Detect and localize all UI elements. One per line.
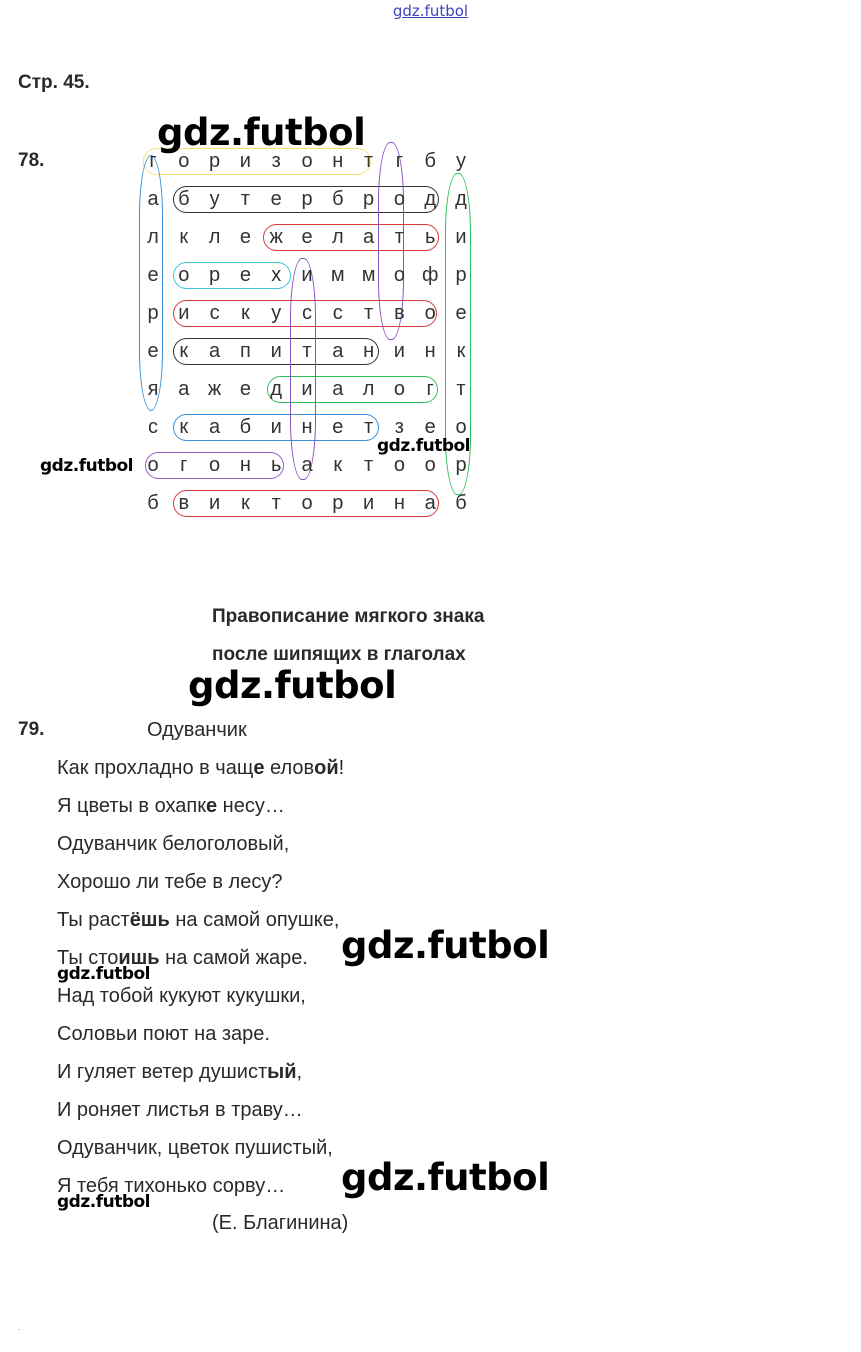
grid-letter-r6-c7: л [362,378,375,400]
poem-line [57,833,289,856]
grid-letter-r0-c3: и [239,150,251,172]
grid-letter-r6-c2: ж [207,378,222,400]
grid-letter-r2-c5: е [301,226,313,248]
poem-line-part: Над тобой кукуют кукушки, [57,985,306,1007]
grid-letter-r0-c6: н [332,150,344,172]
grid-letter-r3-c2: р [209,264,221,286]
grid-letter-r0-c2: р [209,150,221,172]
poem-line-part: Одуванчик, цветок пушистый, [57,1137,333,1159]
grid-letter-r8-c7: т [364,454,374,476]
grid-letter-r3-c4: х [271,264,282,286]
grid-letter-r8-c2: о [209,454,221,476]
grid-letter-r3-c3: е [239,264,251,286]
grid-letter-r9-c10: б [455,492,467,514]
grid-letter-r4-c2: с [209,302,220,324]
poem-line-bold-part: е [253,757,265,779]
grid-letter-r7-c8: з [394,416,404,438]
grid-letter-r5-c3: п [239,340,251,362]
grid-letter-r7-c3: б [239,416,252,438]
grid-letter-r5-c6: а [332,340,344,362]
grid-letter-r8-c3: н [239,454,251,476]
grid-letter-r0-c10: у [456,150,466,172]
grid-letter-r2-c8: т [394,226,404,248]
grid-letter-r7-c5: н [301,416,313,438]
grid-letter-r1-c9: д [424,188,437,210]
grid-letter-r5-c7: н [363,340,375,362]
watermark-5: gdz.futbol [341,924,550,967]
grid-letter-r1-c7: р [363,188,375,210]
poem-line-part: Я цветы в охапк [57,795,206,817]
grid-letter-r6-c3: е [239,378,251,400]
word-oval-vertical-sinka [290,258,316,480]
poem-line-part: И роняет листья в траву… [57,1099,303,1121]
grid-letter-r4-c9: о [424,302,436,324]
poem-line-part: на самой опушке, [169,909,340,931]
poem-line [57,795,285,818]
poem-line-part: Хорошо ли тебе в лесу? [57,871,283,893]
poem-line-part: Ты сто [57,947,119,969]
poem-line-part: Я тебя тихонько сорву… [57,1175,286,1197]
grid-letter-r4-c10: е [455,302,467,324]
grid-letter-r9-c3: к [241,492,250,514]
grid-letter-r6-c6: а [332,378,344,400]
grid-letter-r2-c1: к [179,226,189,248]
grid-letter-r7-c2: а [209,416,221,438]
poem-line-bold-part: е [205,795,218,817]
grid-letter-r4-c1: и [178,302,190,324]
grid-letter-r9-c7: и [363,492,375,514]
poem-line-bold-part: ый [267,1061,297,1083]
grid-letter-r2-c6: л [331,226,344,248]
grid-letter-r1-c6: б [332,188,344,210]
grid-letter-r5-c5: т [302,340,312,362]
grid-letter-r3-c10: р [455,264,467,286]
grid-letter-r4-c0: р [147,302,159,324]
grid-letter-r8-c5: а [301,454,313,476]
grid-letter-r6-c8: о [393,378,405,400]
grid-letter-r6-c10: т [456,378,466,400]
grid-letter-r3-c0: е [147,264,159,286]
grid-letter-r3-c9: ф [421,264,439,286]
grid-letter-r4-c5: с [302,302,312,324]
grid-letter-r4-c4: у [271,302,282,324]
section-heading-line-1: Правописание мягкого знака [212,606,485,627]
poem-author: (Е. Благинина) [212,1212,349,1234]
poem-line-part: ! [338,757,345,779]
grid-letter-r9-c6: р [332,492,344,514]
poem-line [57,1023,270,1046]
poem-line [57,909,339,932]
grid-letter-r5-c10: к [456,340,466,362]
grid-letter-r7-c7: т [364,416,374,438]
poem-line-part: несу… [217,795,285,817]
grid-letter-r8-c0: о [147,454,159,476]
grid-letter-r3-c6: м [330,264,345,286]
grid-letter-r8-c1: г [180,454,188,476]
grid-letter-r1-c3: т [240,188,250,210]
grid-letter-r6-c1: а [178,378,190,400]
grid-letter-r4-c7: т [364,302,374,324]
grid-letter-r8-c8: о [393,454,405,476]
grid-letter-r1-c10: д [455,188,467,210]
grid-letter-r1-c2: у [209,188,220,210]
task-79-number: 79. [18,719,45,740]
poem-line [57,985,306,1008]
grid-letter-r2-c3: е [239,226,251,248]
grid-letter-r2-c9: ь [424,226,436,248]
watermark-2: gdz.futbol [377,436,470,456]
grid-letter-r4-c6: с [332,302,343,324]
page-label: Стр. 45. [18,72,90,93]
poem-line [57,1061,302,1084]
grid-letter-r6-c0: я [147,378,159,400]
grid-letter-r0-c7: т [364,150,374,172]
poem-line-part: на самой жаре. [159,947,308,969]
grid-letter-r3-c8: о [393,264,405,286]
grid-letter-r5-c2: а [209,340,221,362]
poem-line [57,1137,333,1160]
poem-line-bold-part: ишь [118,947,160,969]
poem-line-part: Как прохладно в чащ [57,757,254,779]
grid-letter-r6-c5: и [301,378,313,400]
watermark-top-link[interactable]: gdz.futbol [392,2,469,20]
grid-letter-r3-c7: м [361,264,376,286]
poem-line [57,1099,303,1122]
grid-letter-r2-c7: а [363,226,375,248]
grid-letter-r1-c5: р [301,188,313,210]
grid-letter-r3-c1: о [178,264,190,286]
grid-letter-r8-c6: к [333,454,343,476]
grid-letter-r5-c0: е [147,340,159,362]
grid-letter-r9-c9: а [424,492,436,514]
grid-letter-r5-c8: и [393,340,405,362]
grid-letter-r7-c1: к [179,416,189,438]
grid-letter-r6-c9: г [426,378,434,400]
poem-line-part: Соловьи поют на заре. [57,1023,270,1045]
grid-letter-r7-c10: о [455,416,467,438]
poem-line [57,757,344,780]
word-search-puzzle [0,0,861,560]
grid-letter-r5-c4: и [270,340,282,362]
grid-letter-r9-c1: в [178,492,190,514]
poem-line-part: , [296,1061,303,1083]
grid-letter-r6-c4: д [270,378,283,400]
watermark-6: gdz.futbol [57,964,150,984]
grid-letter-r9-c4: т [271,492,281,514]
grid-letter-r8-c10: р [455,454,467,476]
grid-letter-r1-c4: е [270,188,282,210]
grid-letter-r0-c5: о [301,150,313,172]
grid-letter-r2-c4: ж [269,226,283,248]
grid-letter-r9-c8: н [393,492,405,514]
grid-letter-r2-c10: и [455,226,467,248]
poem-line [57,871,282,894]
grid-letter-r0-c4: з [271,150,281,172]
watermark-4: gdz.futbol [188,664,397,707]
watermark-7: gdz.futbol [341,1156,550,1199]
watermark-3: gdz.futbol [40,456,133,476]
grid-letter-r4-c3: к [241,302,250,324]
corner-mark: . [18,1322,21,1332]
grid-letter-r9-c2: и [209,492,221,514]
grid-letter-r1-c8: о [393,188,405,210]
task-78-number: 78. [18,150,45,171]
grid-letter-r7-c4: и [270,416,282,438]
grid-letter-r0-c9: б [424,150,436,172]
poem-line-part: Одуванчик белоголовый, [57,833,290,855]
grid-letter-r8-c4: ь [270,454,282,476]
section-heading-line-2: после шипящих в глаголах [212,644,466,665]
grid-letter-r8-c9: о [424,454,436,476]
grid-letter-r9-c0: б [147,492,159,514]
word-oval-zhelat [263,224,439,251]
watermark-1: gdz.futbol [157,111,366,154]
grid-letter-r0-c8: г [395,150,404,172]
grid-letter-r4-c8: в [394,302,405,324]
grid-letter-r3-c5: и [301,264,313,286]
poem-line-part: елов [264,757,315,779]
grid-letter-r1-c1: б [178,188,190,210]
grid-letter-r0-c1: о [178,150,190,172]
poem-line-part: И гуляет ветер душист [57,1061,268,1083]
grid-letter-r2-c0: л [147,226,159,248]
grid-letter-r5-c1: к [179,340,189,362]
poem-line-bold-part: ёшь [129,909,170,931]
grid-letter-r1-c0: а [147,188,159,210]
grid-letter-r9-c5: о [301,492,313,514]
grid-letter-r7-c0: с [148,416,158,438]
grid-letter-r2-c2: л [208,226,221,248]
grid-letter-r7-c9: е [424,416,436,438]
grid-letter-r5-c9: н [424,340,436,362]
poem-title: Одуванчик [147,719,247,741]
poem-line-part: Ты раст [57,909,130,931]
poem-line-bold-part: ой [314,757,339,779]
watermark-8: gdz.futbol [57,1192,150,1212]
grid-letter-r0-c0: г [149,150,157,172]
grid-letter-r7-c6: е [332,416,344,438]
